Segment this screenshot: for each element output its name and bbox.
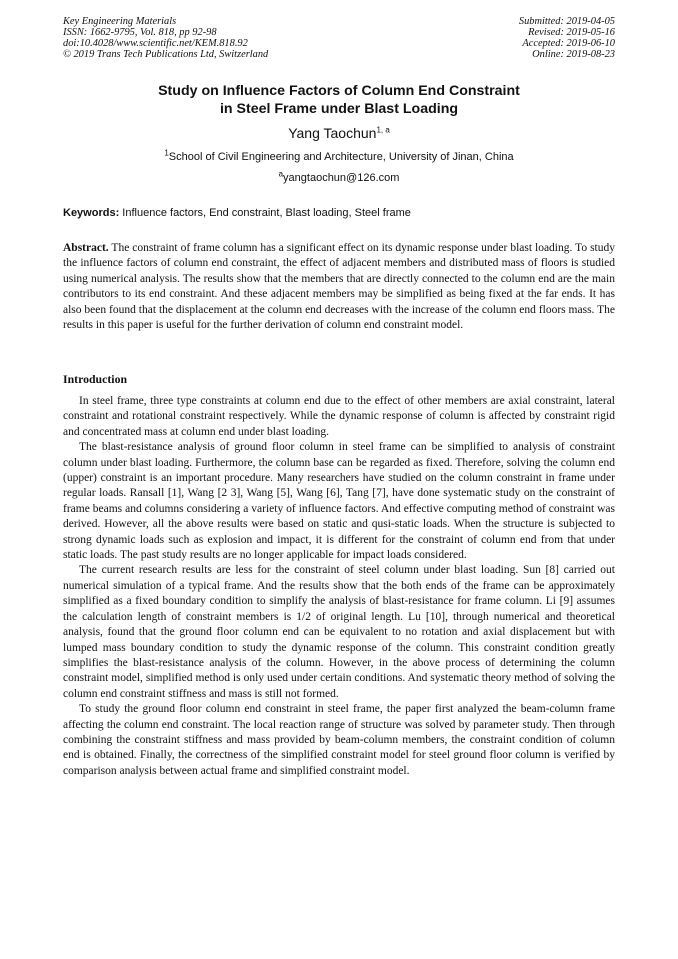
intro-paragraph: The current research results are less for the constraint of steel column under blast loading. Sun [8] carried out numerical simulation of a typical frame. And the results show that the both ends of the frame can be approximately simplified as a fixed boundary condition to simplify the analysis of blast-resistance for frame column. Li [9] assumes the calculation length of constraint members is 1/2 of original length. Lu [10], through numerical and theoretical analysis, found that the ground floor column end can be equivalent to no rotation and axial displacement but with lumped mass boundary condition to study the dynamic response of the column. This constraint condition greatly simplifies the blast-resistance analysis of the column. However, in the above process of determining the column constraint model, simplified method is only used under certain conditions. And systematic theory method of solving the column end constraint stiffness and mass is still not formed. (63, 564, 615, 700)
affiliation-marker: 1 (164, 148, 169, 158)
keywords (63, 206, 615, 220)
date-online: Online: 2019-08-23 (532, 49, 615, 60)
journal-name: Key Engineering Materials (63, 16, 177, 27)
affiliation-text: School of Civil Engineering and Architecture, University of Jinan, China (168, 151, 514, 163)
title-line-2: in Steel Frame under Blast Loading (219, 101, 459, 117)
journal-copyright: © 2019 Trans Tech Publications Ltd, Switzerland (63, 49, 269, 60)
author-affiliation-marker: 1, a (376, 125, 390, 135)
author-email[interactable] (40, 171, 638, 185)
email-marker: a (278, 169, 284, 179)
keywords-label: Keywords: (63, 207, 120, 219)
email-text[interactable]: yangtaochun@126.com (283, 172, 400, 184)
author (40, 124, 638, 142)
intro-paragraph: In steel frame, three type constraints at column end due to the effect of other members are axial constraint, lateral constraint and rotational constraint respectively. While the dynamic response of column is affected by constraint rigid and concentrated mass at column end under blast loading. (63, 395, 615, 438)
section-heading-introduction: Introduction (63, 372, 128, 386)
abstract-text: The constraint of frame column has a significant effect on its dynamic response under blast loading. To study the influence factors of column end constraint, the effect of adjacent members and distributed mass of floors is studied using numerical analysis. The results show that the members that are directly connected to the column end are the main contributors to its end constraint. And these adjacent members may be simplified as being fixed at the far ends. It has also been found that the displacement at the column end decreases with the increase of the column end floors mass. The results in this paper is useful for the further derivation of column end constraint model. (63, 242, 615, 332)
journal-doi[interactable]: doi:10.4028/www.scientific.net/KEM.818.92 (63, 38, 248, 49)
author-name: Yang Taochun (288, 125, 377, 141)
submission-dates (519, 16, 615, 60)
intro-paragraph: The blast-resistance analysis of ground floor column in steel frame can be simplified to analysis of constraint column under blast loading. Furthermore, the column base can be regarded as fixed. Therefore, solving the column end (upper) constraint is an important procedure. Many researchers have studied on the column constraint in frame under regular loads. Ransall [1], Wang [2 3], Wang [5], Wang [6], Tang [7], have done systematic study on the constraint of frame beams and columns considering a variety of influence factors. And effective computing method of constraint was derived. However, all the above results were based on static and qusi-static loads. When the structure is subjected to strong dynamic loads such as explosion and impact, it is different for the constraint of column end from that under static loads. The past study results are no longer applicable for impact loads considered. (63, 441, 615, 562)
keywords-text: Influence factors, End constraint, Blast loading, Steel frame (119, 207, 411, 219)
intro-paragraph: To study the ground floor column end constraint in steel frame, the paper first analyzed the beam-column frame affecting the column end constraint. The local reaction range of structure was solved by parameter study. Then through combining the constraint stiffness and mass provided by beam-column members, the constraint condition of column end is obtained. Finally, the correctness of the simplified constraint model for steel ground floor column is verified by comparison analysis between actual frame and simplified constraint model. (63, 703, 615, 777)
paper-title (40, 82, 638, 118)
date-accepted: Accepted: 2019-06-10 (522, 38, 615, 49)
title-line-1: Study on Influence Factors of Column End Constraint (158, 83, 520, 99)
journal-info (63, 16, 268, 60)
date-submitted: Submitted: 2019-04-05 (518, 16, 615, 27)
abstract-label: Abstract. (63, 242, 109, 254)
introduction-body (63, 394, 615, 779)
abstract (63, 241, 615, 333)
date-revised: Revised: 2019-05-16 (528, 27, 615, 38)
affiliation (40, 150, 638, 164)
journal-issn: ISSN: 1662-9795, Vol. 818, pp 92-98 (63, 27, 217, 38)
